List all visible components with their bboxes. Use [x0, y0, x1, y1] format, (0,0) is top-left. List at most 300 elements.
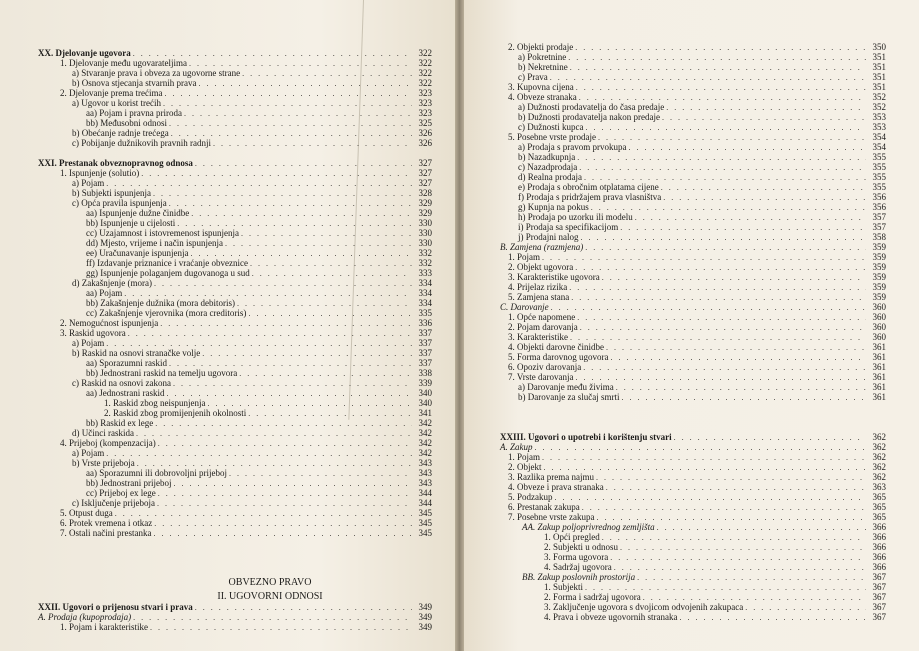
toc-entry [522, 522, 886, 532]
toc-entry [86, 218, 432, 228]
toc-entry-title: cc) Uzajamnost i istovremenost ispunjenja [86, 228, 239, 238]
toc-entry-title: bb) Jednostrani raskid na temelju ugovora [86, 368, 238, 378]
dot-leader [213, 139, 412, 149]
toc-entry-title: 1. Raskid zbog neispunjenja [104, 398, 206, 408]
toc-entry [508, 352, 886, 362]
section-heading: II. UGOVORNI ODNOSI [217, 591, 323, 602]
toc-page-number: 322 [418, 58, 432, 68]
toc-entry-title: XX. Djelovanje ugovora [38, 48, 131, 58]
toc-page-number: 354 [872, 132, 886, 142]
toc-entry [86, 298, 432, 308]
toc-page-number: 367 [872, 582, 886, 592]
toc-entry-title: a) Ugovor u korist trećih [72, 98, 161, 108]
toc-page-number: 365 [872, 492, 886, 502]
toc-entry [508, 132, 886, 142]
toc-entry-title: b) Darovanje za slučaj smrti [518, 392, 620, 402]
toc-entry [86, 388, 432, 398]
toc-entry-title: C. Darovanje [500, 302, 549, 312]
toc-entry-title: 1. Opće napomene [508, 312, 576, 322]
toc-page-number: 337 [418, 358, 432, 368]
toc-entry [518, 202, 886, 212]
toc-entry-title: b) Osnova stjecanja stvarnih prava [72, 78, 197, 88]
toc-entry [508, 82, 886, 92]
toc-page-number: 342 [418, 428, 432, 438]
toc-entry-title: 4. Sadržaj ugovora [544, 562, 612, 572]
toc-page-number: 322 [418, 78, 432, 88]
toc-entry [86, 488, 432, 498]
toc-entry-title: f) Prodaja s pridržajem prava vlasništva [518, 192, 662, 202]
toc-page-number: 332 [418, 248, 432, 258]
toc-entry [500, 302, 886, 312]
toc-entry-title: BB. Zakup poslovnih prostorija [522, 572, 636, 582]
dot-leader [679, 613, 866, 623]
toc-page-number: 341 [418, 408, 432, 418]
toc-entry-title: 2. Pojam darovanja [508, 322, 578, 332]
toc-entry-title: b) Vrste prijeboja [72, 458, 135, 468]
toc-entry-title: aa) Sporazumni raskid [86, 358, 167, 368]
book-gutter [455, 0, 464, 651]
toc-page-number: 360 [872, 322, 886, 332]
toc-entry-title: c) Raskid na osnovi zakona [72, 378, 171, 388]
toc-entry-title: aa) Sporazumni ili dobrovoljni prijeboj [86, 468, 227, 478]
toc-entry [508, 452, 886, 462]
toc-entry-title: 4. Prava i obveze ugovornih stranaka [544, 612, 678, 622]
toc-page-number: 333 [418, 268, 432, 278]
toc-entry [72, 498, 432, 508]
toc-entry [544, 592, 886, 602]
toc-entry-title: 1. Opći pregled [544, 532, 600, 542]
toc-entry-title: A. Prodaja (kupoprodaja) [38, 612, 132, 622]
toc-entry-title: b) Nekretnine [518, 62, 568, 72]
toc-page-number: 366 [872, 532, 886, 542]
toc-entry [38, 158, 432, 168]
toc-entry [86, 358, 432, 368]
toc-entry-title: g) Kupnja na pokus [518, 202, 589, 212]
toc-entry-title: 3. Razlika prema najmu [508, 472, 594, 482]
toc-page-number: 337 [418, 328, 432, 338]
toc-page-number: 327 [418, 178, 432, 188]
toc-page-number: 337 [418, 338, 432, 348]
toc-entry-title: 7. Ostali načini prestanka [60, 528, 152, 538]
toc-entry-title: A. Zakup [500, 442, 533, 452]
toc-entry [508, 472, 886, 482]
toc-entry [518, 392, 886, 402]
toc-entry [72, 378, 432, 388]
toc-page-number: 366 [872, 562, 886, 572]
toc-entry-title: a) Pokretnine [518, 52, 567, 62]
toc-page-number: 340 [418, 388, 432, 398]
toc-page-number: 354 [872, 142, 886, 152]
toc-entry [60, 438, 432, 448]
toc-entry-title: 4. Obveze i prava stranaka [508, 482, 604, 492]
toc-page-number: 362 [872, 462, 886, 472]
toc-entry [508, 42, 886, 52]
toc-entry [518, 382, 886, 392]
toc-entry [508, 292, 886, 302]
toc-entry-title: aa) Ispunjenje dužne činidbe [86, 208, 190, 218]
toc-page-number: 330 [418, 218, 432, 228]
toc-entry [508, 372, 886, 382]
toc-entry-title: XXIII. Ugovori o upotrebi i korištenju stvari [500, 432, 672, 442]
toc-entry [104, 408, 432, 418]
toc-page-number: 345 [418, 518, 432, 528]
toc-entry-title: 1. Subjekti [544, 582, 584, 592]
toc-entry-title: 2. Nemogućnost ispunjenja [60, 318, 159, 328]
toc-page-number: 361 [872, 362, 886, 372]
toc-page-number: 367 [872, 572, 886, 582]
toc-page-number: 352 [872, 102, 886, 112]
toc-entry-title: j) Prodajni nalog [518, 232, 579, 242]
toc-entry-title: 1. Pojam [508, 452, 541, 462]
left-toc-list [0, 0, 455, 651]
toc-entry [86, 418, 432, 428]
toc-entry-title: 4. Obveze stranaka [508, 92, 577, 102]
toc-entry [60, 58, 432, 68]
toc-entry-title: 2. Subjekti u odnosu [544, 542, 619, 552]
toc-entry [72, 448, 432, 458]
part-heading: OBVEZNO PRAVO [228, 577, 312, 588]
toc-page-number: 329 [418, 208, 432, 218]
toc-page-number: 334 [418, 298, 432, 308]
toc-page-number: 323 [418, 88, 432, 98]
toc-page-number: 360 [872, 302, 886, 312]
toc-entry-title: 2. Objekt [508, 462, 542, 472]
toc-entry [508, 502, 886, 512]
toc-page-number: 330 [418, 238, 432, 248]
toc-entry [508, 262, 886, 272]
toc-entry-title: b) Dužnosti prodavatelja nakon predaje [518, 112, 660, 122]
toc-entry-title: aa) Pojam i pravna priroda [86, 108, 182, 118]
toc-page-number: 366 [872, 542, 886, 552]
toc-entry [72, 98, 432, 108]
toc-entry [508, 482, 886, 492]
toc-entry [86, 118, 432, 128]
toc-entry [508, 92, 886, 102]
toc-entry [518, 212, 886, 222]
toc-page-number: 361 [872, 342, 886, 352]
toc-entry-title: a) Pojam [72, 338, 105, 348]
toc-entry-title: 7. Vrste darovanja [508, 372, 574, 382]
toc-page-number: 351 [872, 82, 886, 92]
toc-entry-title: 4. Prijeboj (kompenzacija) [60, 438, 156, 448]
toc-entry [38, 48, 432, 58]
toc-entry-title: a) Dužnosti prodavatelja do časa predaje [518, 102, 665, 112]
toc-page-number: 351 [872, 62, 886, 72]
toc-page-number: 332 [418, 258, 432, 268]
toc-page-number: 349 [418, 622, 432, 632]
toc-entry-title: b) Nazadkupnja [518, 152, 576, 162]
toc-entry [508, 342, 886, 352]
toc-entry [72, 198, 432, 208]
toc-page-number: 339 [418, 378, 432, 388]
toc-page-number: 343 [418, 458, 432, 468]
toc-entry-title: a) Stvaranje prava i obveza za ugovorne strane [72, 68, 241, 78]
toc-entry-title: 3. Forma ugovora [544, 552, 609, 562]
toc-entry-title: 5. Forma darovnog ugovora [508, 352, 609, 362]
toc-entry-title: b) Subjekti ispunjenja [72, 188, 151, 198]
toc-page-number: 367 [872, 592, 886, 602]
toc-entry [508, 362, 886, 372]
toc-entry [86, 228, 432, 238]
toc-page-number: 360 [872, 332, 886, 342]
toc-entry [86, 288, 432, 298]
toc-entry-title: cc) Prijeboj ex lege [86, 488, 156, 498]
toc-entry-title: cc) Zakašnjenje vjerovnika (mora creditoris) [86, 308, 247, 318]
toc-page-number: 338 [418, 368, 432, 378]
toc-page-number: 323 [418, 108, 432, 118]
dot-leader [150, 623, 412, 633]
toc-entry [86, 238, 432, 248]
toc-entry [60, 508, 432, 518]
toc-entry [518, 62, 886, 72]
toc-entry [500, 432, 886, 442]
toc-entry [86, 208, 432, 218]
toc-entry [518, 192, 886, 202]
toc-entry [518, 122, 886, 132]
toc-page-number: 359 [872, 282, 886, 292]
toc-page-number: 330 [418, 228, 432, 238]
toc-page-number: 358 [872, 232, 886, 242]
toc-page-number: 325 [418, 118, 432, 128]
toc-entry [508, 322, 886, 332]
toc-entry [60, 168, 432, 178]
toc-page-number: 353 [872, 112, 886, 122]
toc-entry-title: c) Dužnosti kupca [518, 122, 584, 132]
toc-entry-title: d) Realna prodaja [518, 172, 582, 182]
toc-entry [508, 282, 886, 292]
toc-page-number: 350 [872, 42, 886, 52]
toc-page-number: 356 [872, 202, 886, 212]
right-toc-list [464, 0, 919, 651]
toc-entry [508, 462, 886, 472]
toc-entry-title: 3. Zaključenje ugovora s dvojicom odvojenih zakupaca [544, 602, 744, 612]
toc-entry-title: d) Učinci raskida [72, 428, 134, 438]
right-page [464, 0, 919, 651]
toc-entry [500, 242, 886, 252]
toc-entry [72, 78, 432, 88]
toc-page-number: 362 [872, 452, 886, 462]
toc-page-number: 362 [872, 442, 886, 452]
toc-page-number: 351 [872, 52, 886, 62]
toc-page-number: 342 [418, 418, 432, 428]
toc-entry-title: 2. Forma i sadržaj ugovora [544, 592, 641, 602]
toc-page-number: 352 [872, 92, 886, 102]
toc-entry [86, 478, 432, 488]
toc-page-number: 326 [418, 138, 432, 148]
toc-page-number: 355 [872, 182, 886, 192]
toc-page-number: 328 [418, 188, 432, 198]
toc-entry-title: i) Prodaja sa specifikacijom [518, 222, 619, 232]
toc-page-number: 355 [872, 172, 886, 182]
toc-entry [544, 602, 886, 612]
toc-entry-title: a) Pojam [72, 178, 105, 188]
toc-page-number: 351 [872, 72, 886, 82]
toc-entry-title: c) Pobijanje dužnikovih pravnih radnji [72, 138, 211, 148]
toc-entry [508, 272, 886, 282]
toc-page-number: 353 [872, 122, 886, 132]
toc-entry [500, 442, 886, 452]
toc-entry [72, 128, 432, 138]
toc-entry-title: aa) Pojam [86, 288, 123, 298]
toc-entry-title: h) Prodaja po uzorku ili modelu [518, 212, 633, 222]
toc-entry-title: a) Prodaja s pravom prvokupa [518, 142, 627, 152]
toc-entry-title: a) Darovanje među živima [518, 382, 614, 392]
toc-entry-title: gg) Ispunjenje polaganjem dugovanoga u sud [86, 268, 250, 278]
toc-entry [86, 248, 432, 258]
toc-page-number: 359 [872, 252, 886, 262]
toc-page-number: 355 [872, 162, 886, 172]
toc-entry-title: bb) Međusobni odnosi [86, 118, 167, 128]
toc-entry-title: aa) Jednostrani raskid [86, 388, 165, 398]
toc-entry [518, 112, 886, 122]
toc-page-number: 329 [418, 198, 432, 208]
toc-page-number: 349 [418, 602, 432, 612]
toc-entry [518, 182, 886, 192]
toc-entry [508, 332, 886, 342]
toc-entry-title: dd) Mjesto, vrijeme i način ispunjenja [86, 238, 223, 248]
toc-entry [86, 108, 432, 118]
toc-entry-title: d) Zakašnjenje (mora) [72, 278, 152, 288]
toc-entry [518, 102, 886, 112]
toc-entry-title: 2. Objekti prodaje [508, 42, 574, 52]
toc-page-number: 327 [418, 168, 432, 178]
toc-entry [508, 492, 886, 502]
toc-entry-title: XXII. Ugovori o prijenosu stvari i prava [38, 602, 193, 612]
toc-entry-title: e) Prodaja s obročnim otplatama cijene [518, 182, 659, 192]
toc-entry [60, 518, 432, 528]
toc-entry [544, 582, 886, 592]
toc-entry [518, 52, 886, 62]
toc-entry [38, 602, 432, 612]
toc-page-number: 326 [418, 128, 432, 138]
toc-page-number: 334 [418, 288, 432, 298]
toc-entry-title: 2. Raskid zbog promijenjenih okolnosti [104, 408, 247, 418]
toc-page-number: 322 [418, 48, 432, 58]
toc-entry [544, 542, 886, 552]
toc-entry-title: XXI. Prestanak obveznopravnog odnosa [38, 158, 193, 168]
toc-page-number: 359 [872, 292, 886, 302]
toc-page-number: 340 [418, 398, 432, 408]
toc-entry-title: c) Prava [518, 72, 548, 82]
toc-entry-title: B. Zamjena (razmjena) [500, 242, 584, 252]
toc-entry-title: 6. Prestanak zakupa [508, 502, 580, 512]
toc-entry [72, 428, 432, 438]
toc-entry-title: 5. Otpust duga [60, 508, 113, 518]
toc-entry-title: 4. Prijelaz rizika [508, 282, 568, 292]
toc-page-number: 345 [418, 508, 432, 518]
toc-entry [72, 138, 432, 148]
toc-page-number: 337 [418, 348, 432, 358]
toc-page-number: 361 [872, 352, 886, 362]
toc-entry [544, 562, 886, 572]
toc-entry-title: 5. Podzakup [508, 492, 553, 502]
toc-entry-title: 2. Objekt ugovora [508, 262, 574, 272]
dot-leader [621, 393, 866, 403]
toc-entry [72, 348, 432, 358]
toc-entry-title: 2. Djelovanje prema trećima [60, 88, 163, 98]
toc-entry [104, 398, 432, 408]
toc-entry-title: c) Opća pravila ispunjenja [72, 198, 167, 208]
toc-entry [72, 178, 432, 188]
toc-entry [518, 172, 886, 182]
toc-entry-title: 3. Karakteristike ugovora [508, 272, 600, 282]
toc-entry-title: c) Isključenje prijeboja [72, 498, 155, 508]
toc-entry [60, 318, 432, 328]
toc-page-number: 360 [872, 312, 886, 322]
toc-entry [508, 312, 886, 322]
toc-page-number: 365 [872, 512, 886, 522]
toc-entry [544, 612, 886, 622]
toc-entry-title: ff) Izdavanje priznanice i vraćanje obveznice [86, 258, 248, 268]
toc-page-number: 357 [872, 222, 886, 232]
toc-entry [518, 222, 886, 232]
toc-page-number: 356 [872, 192, 886, 202]
toc-page-number: 343 [418, 478, 432, 488]
toc-entry [72, 68, 432, 78]
toc-entry [72, 278, 432, 288]
toc-entry [518, 232, 886, 242]
toc-entry-title: 3. Raskid ugovora [60, 328, 126, 338]
toc-entry [38, 612, 432, 622]
toc-page-number: 366 [872, 552, 886, 562]
toc-entry-title: 3. Karakteristike [508, 332, 568, 342]
toc-page-number: 359 [872, 262, 886, 272]
toc-entry-title: 6. Opoziv darovanja [508, 362, 582, 372]
toc-page-number: 359 [872, 242, 886, 252]
toc-entry-title: 1. Djelovanje među ugovarateljima [60, 58, 187, 68]
dot-leader [153, 529, 412, 539]
toc-entry-title: bb) Jednostrani prijeboj [86, 478, 172, 488]
toc-entry [518, 72, 886, 82]
toc-entry [72, 188, 432, 198]
toc-page-number: 327 [418, 158, 432, 168]
toc-entry [518, 142, 886, 152]
toc-entry-title: 1. Ispunjenje (solutio) [60, 168, 140, 178]
toc-entry [60, 528, 432, 538]
toc-entry [544, 552, 886, 562]
toc-page-number: 367 [872, 602, 886, 612]
toc-page-number: 344 [418, 498, 432, 508]
toc-page-number: 362 [872, 432, 886, 442]
toc-entry [60, 328, 432, 338]
toc-page-number: 362 [872, 472, 886, 482]
toc-entry [86, 368, 432, 378]
toc-entry-title: b) Obećanje radnje trećega [72, 128, 169, 138]
toc-entry-title: c) Nazadprodaja [518, 162, 578, 172]
toc-entry [518, 152, 886, 162]
toc-entry-title: 5. Posebne vrste prodaje [508, 132, 596, 142]
toc-page-number: 334 [418, 278, 432, 288]
toc-page-number: 357 [872, 212, 886, 222]
toc-page-number: 361 [872, 372, 886, 382]
toc-page-number: 342 [418, 448, 432, 458]
toc-entry-title: 4. Objekti darovne činidbe [508, 342, 604, 352]
toc-entry [60, 88, 432, 98]
toc-entry-title: AA. Zakup poljoprivrednog zemljišta [522, 522, 655, 532]
toc-page-number: 344 [418, 488, 432, 498]
toc-entry-title: bb) Raskid ex lege [86, 418, 154, 428]
toc-page-number: 343 [418, 468, 432, 478]
toc-entry [544, 532, 886, 542]
toc-entry-title: 5. Zamjena stana [508, 292, 570, 302]
toc-entry [86, 258, 432, 268]
toc-entry-title: a) Pojam [72, 448, 105, 458]
toc-page-number: 342 [418, 438, 432, 448]
toc-page-number: 349 [418, 612, 432, 622]
toc-entry-title: 3. Kupovna cijena [508, 82, 574, 92]
toc-page-number: 355 [872, 152, 886, 162]
toc-entry [86, 308, 432, 318]
